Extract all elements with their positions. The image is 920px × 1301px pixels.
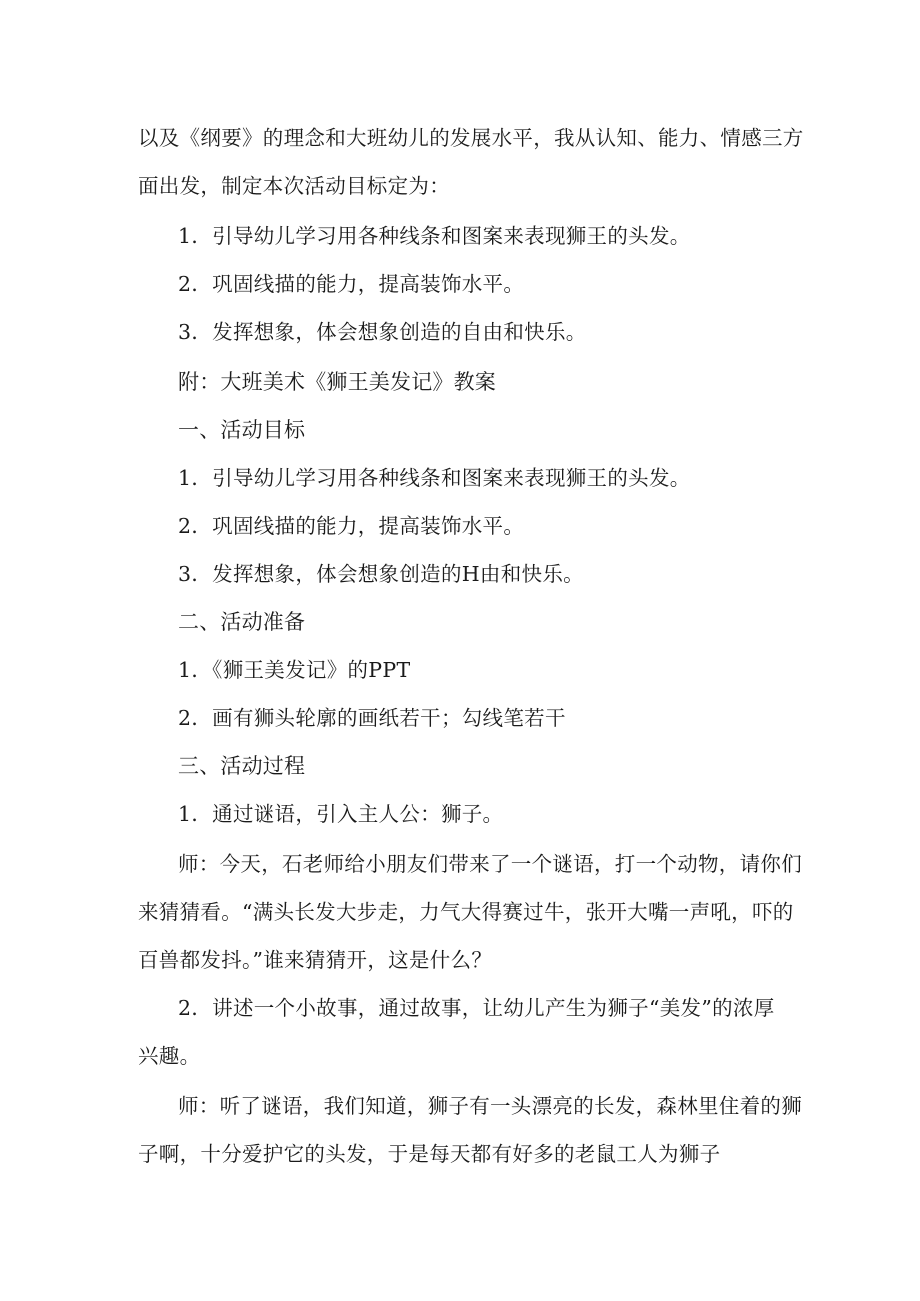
section-heading-process: 三、活动过程 <box>178 754 306 778</box>
list-item: 1．引导幼儿学习用各种线条和图案来表现狮王的头发。 <box>178 466 691 490</box>
list-item: 2．画有狮头轮廓的画纸若干；勾线笔若干 <box>178 706 566 730</box>
appendix-title: 附：大班美术《狮王美发记》教案 <box>178 370 496 394</box>
body-paragraph-line: 兴趣。 <box>138 1044 201 1068</box>
body-paragraph-line: 师：今天，石老师给小朋友们带来了一个谜语，打一个动物，请你们 <box>178 852 802 876</box>
list-item: 3．发挥想象，体会想象创造的H由和快乐。 <box>178 562 584 586</box>
body-paragraph-line: 百兽都发抖。”谁来猜猜开，这是什么？ <box>138 948 493 972</box>
list-item: 2．巩固线描的能力，提高装饰水平。 <box>178 514 525 538</box>
body-paragraph-line: 子啊，十分爱护它的头发，于是每天都有好多的老鼠工人为狮子 <box>138 1142 721 1166</box>
body-paragraph-line: 来猜猜看。“满头长发大步走，力气大得赛过牛，张开大嘴一声吼，吓的 <box>138 900 794 924</box>
list-item: 1．《狮王美发记》的PPT <box>178 658 411 682</box>
body-paragraph-line: 以及《纲要》的理念和大班幼儿的发展水平，我从认知、能力、情感三方 <box>138 126 804 150</box>
body-paragraph-line: 面出发，制定本次活动目标定为： <box>138 174 450 198</box>
goal-item-2: 2．巩固线描的能力，提高装饰水平。 <box>178 272 525 296</box>
goal-item-1: 1．引导幼儿学习用各种线条和图案来表现狮王的头发。 <box>178 224 691 248</box>
section-heading-goals: 一、活动目标 <box>178 418 306 442</box>
section-heading-preparation: 二、活动准备 <box>178 610 306 634</box>
body-paragraph-line: 2．讲述一个小故事，通过故事，让幼儿产生为狮子“美发”的浓厚 <box>178 996 775 1020</box>
list-item: 1．通过谜语，引入主人公：狮子。 <box>178 802 504 826</box>
body-paragraph-line: 师：听了谜语，我们知道，狮子有一头漂亮的长发，森林里住着的狮 <box>178 1094 802 1118</box>
goal-item-3: 3．发挥想象，体会想象创造的自由和快乐。 <box>178 320 587 344</box>
